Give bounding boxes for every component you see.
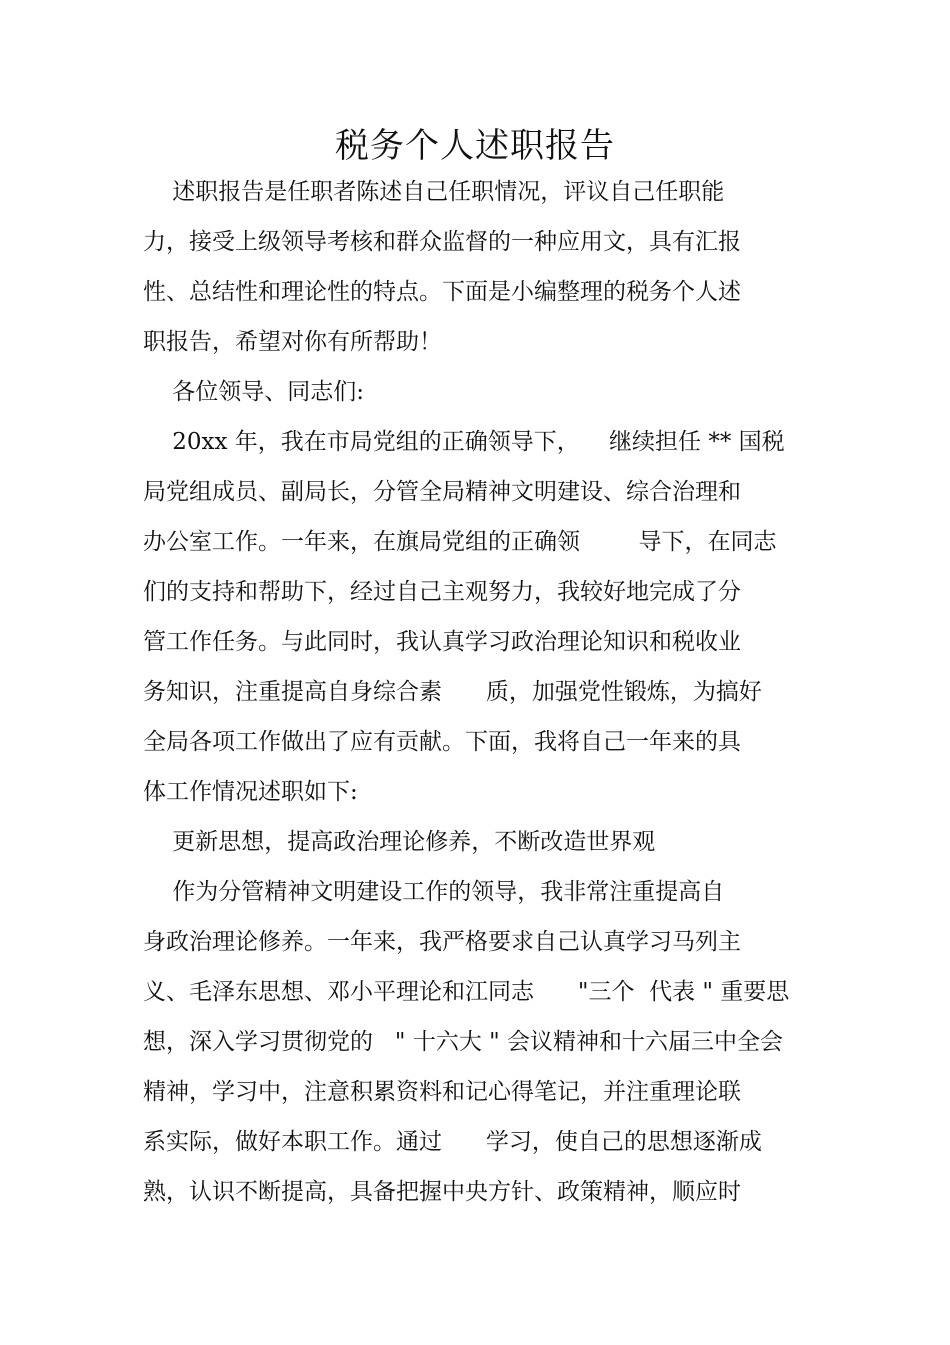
paragraph-line: 务知识，注重提高自身综合素 质，加强党性锻炼，为搞好 bbox=[143, 679, 762, 705]
document-title: 税务个人述职报告 bbox=[335, 126, 615, 166]
paragraph-line: 办公室工作。一年来，在旗局党组的正确领 导下，在同志 bbox=[143, 529, 777, 555]
paragraph-line: 们的支持和帮助下，经过自己主观努力，我较好地完成了分 bbox=[143, 579, 741, 605]
paragraph-line: 全局各项工作做出了应有贡献。下面，我将自己一年来的具 bbox=[143, 729, 741, 755]
paragraph-line: 20xx 年，我在市局党组的正确领导下， 继续担任 ** 国税 bbox=[143, 429, 785, 455]
paragraph-line: 身政治理论修养。一年来，我严格要求自己认真学习马列主 bbox=[143, 929, 741, 955]
paragraph-line: 体工作情况述职如下: bbox=[143, 779, 358, 805]
paragraph-line: 力，接受上级领导考核和群众监督的一种应用文，具有汇报 bbox=[143, 229, 741, 255]
paragraph-line: 想，深入学习贯彻党的 " 十六大 " 会议精神和十六届三中全会 bbox=[143, 1029, 784, 1055]
paragraph-line: 作为分管精神文明建设工作的领导，我非常注重提高自 bbox=[143, 879, 725, 905]
salutation-line: 各位领导、同志们: bbox=[143, 379, 364, 405]
paragraph-line: 职报告，希望对你有所帮助！ bbox=[143, 329, 442, 355]
section-heading-line: 更新思想，提高政治理论修养，不断改造世界观 bbox=[143, 829, 656, 855]
paragraph-line: 系实际，做好本职工作。通过 学习，使自己的思想逐渐成 bbox=[143, 1129, 762, 1155]
paragraph-line: 精神，学习中，注意积累资料和记心得笔记，并注重理论联 bbox=[143, 1079, 741, 1105]
paragraph-line: 义、毛泽东思想、邓小平理论和江同志 "三个 代表 " 重要思 bbox=[143, 979, 790, 1005]
paragraph-line: 性、总结性和理论性的特点。下面是小编整理的税务个人述 bbox=[143, 279, 741, 305]
paragraph-line: 述职报告是任职者陈述自己任职情况，评议自己任职能 bbox=[143, 179, 725, 205]
paragraph-line: 熟，认识不断提高，具备把握中央方针、政策精神，顺应时 bbox=[143, 1179, 741, 1205]
paragraph-line: 局党组成员、副局长，分管全局精神文明建设、综合治理和 bbox=[143, 479, 741, 505]
paragraph-line: 管工作任务。与此同时，我认真学习政治理论知识和税收业 bbox=[143, 629, 741, 655]
